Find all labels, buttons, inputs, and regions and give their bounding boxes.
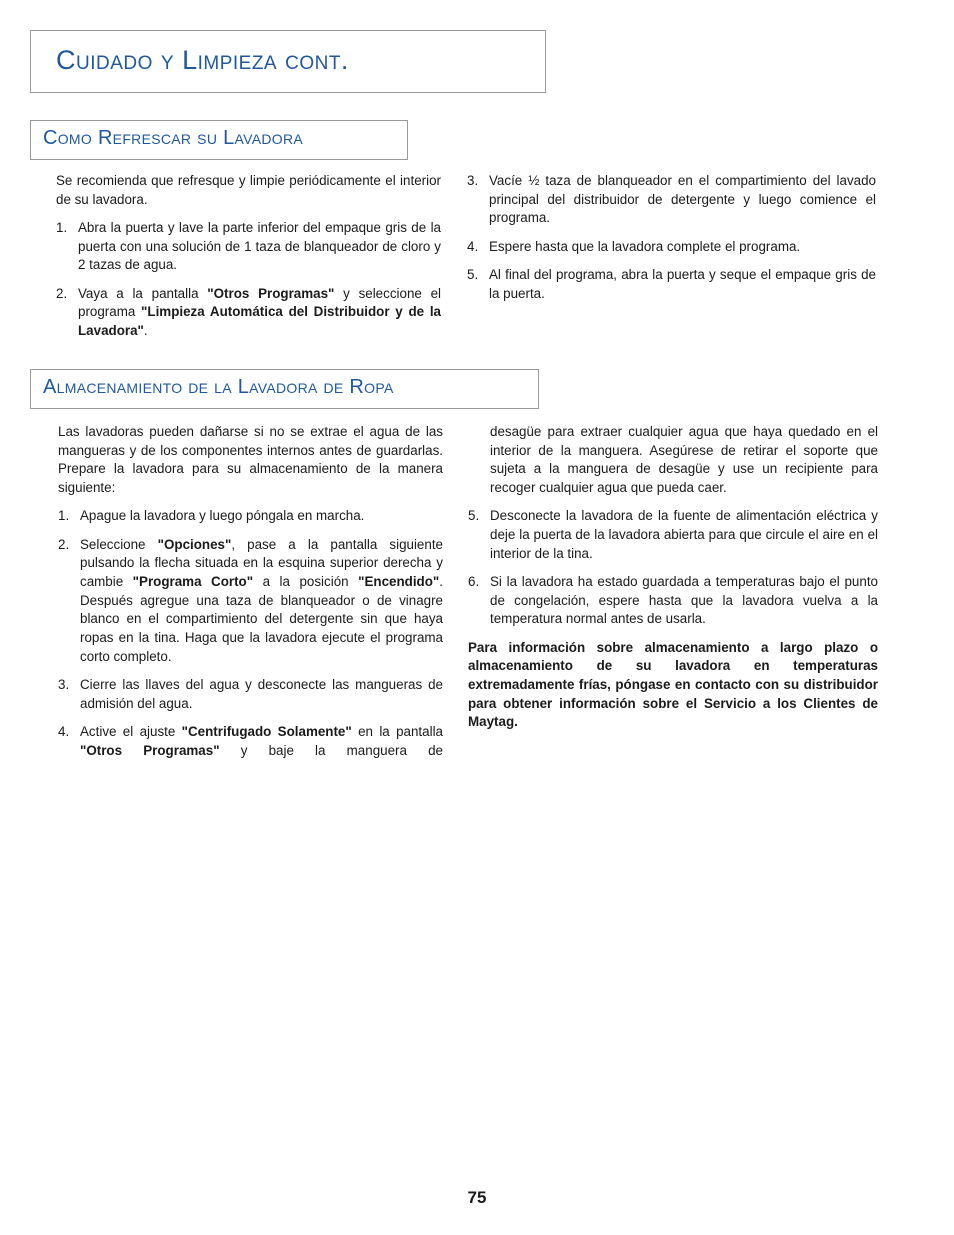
section2-right-column xyxy=(468,423,878,742)
list-item: 5. Al final del programa, abra la puerta y seque el empaque gris de la puerta. xyxy=(467,266,876,301)
section1-heading-box xyxy=(30,120,408,160)
list-item: 6. Si la lavadora ha estado guardada a temperaturas bajo el punto de congelación, espere hasta que la lavadora vuelva a la temperatura normal antes de usarla. xyxy=(468,573,878,627)
page-title: Cuidado y Limpieza cont. xyxy=(56,45,349,75)
section2-heading-box xyxy=(30,369,539,409)
list-item: 2. Vaya a la pantalla "Otros Programas" y seleccione el programa "Limpieza Automática del Distribuidor y de la Lavadora". xyxy=(56,285,441,338)
page-title-box xyxy=(30,30,546,93)
section2-intro: Las lavadoras pueden dañarse si no se extrae el agua de las mangueras y de los componentes internos antes de guardarlas. Prepare la lavadora para su almacenamiento de la manera siguiente: xyxy=(58,424,443,496)
list-item-continued: desagüe para extraer cualquier agua que haya quedado en el interior de la manguera. Asegúrese de retirar el soporte que sujeta a la manguera de desagüe y use un recipiente para recoger cualquier agua que pueda caer. xyxy=(490,424,878,496)
section1-left-column xyxy=(56,172,441,350)
section2-left-column xyxy=(58,423,443,770)
section1-intro: Se recomienda que refresque y limpie periódicamente el interior de su lavadora. xyxy=(56,173,441,207)
list-item: 1. Apague la lavadora y luego póngala en marcha. xyxy=(58,508,365,524)
storage-note: Para información sobre almacenamiento a largo plazo o almacenamiento de su lavadora en temperaturas extremadamente frías, póngase en contacto con su distribuidor para obtener información sobre el Servicio a los Clientes de Maytag. xyxy=(468,639,878,730)
list-item: 5. Desconecte la lavadora de la fuente de alimentación eléctrica y deje la puerta de la lavadora abierta para que circule el aire en el interior de la tina. xyxy=(468,508,878,561)
page-number: 75 xyxy=(467,1188,487,1207)
section2-heading: Almacenamiento de la Lavadora de Ropa xyxy=(43,376,394,398)
list-item: 4. Espere hasta que la lavadora complete el programa. xyxy=(467,238,801,254)
list-item: 3. Vacíe ½ taza de blanqueador en el compartimiento del lavado principal del distribuidor de detergente y luego comience el programa. xyxy=(467,173,876,226)
list-item: 4. Active el ajuste "Centrifugado Solamente" en la pantalla "Otros Programas" y baje la manguera de xyxy=(58,723,444,758)
list-item: 2. Seleccione "Opciones", pase a la pantalla siguiente pulsando la flecha situada en la esquina superior derecha y cambie "Programa Corto" a la posición "Encendido". Después agregue una taza de blanqueador o de vinagre blanco en el compartimiento del detergente sin que haya ropas en la tina. Haga que la lavadora ejecute el programa corto completo. xyxy=(58,536,443,664)
list-item: 3. Cierre las llaves del agua y desconecte las mangueras de admisión del agua. xyxy=(58,676,443,711)
section1-right-column xyxy=(467,172,876,313)
section1-heading: Como Refrescar su Lavadora xyxy=(43,127,303,149)
list-item: 1. Abra la puerta y lave la parte inferior del empaque gris de la puerta con una solución de 1 taza de blanqueador de cloro y 2 tazas de agua. xyxy=(56,219,441,273)
